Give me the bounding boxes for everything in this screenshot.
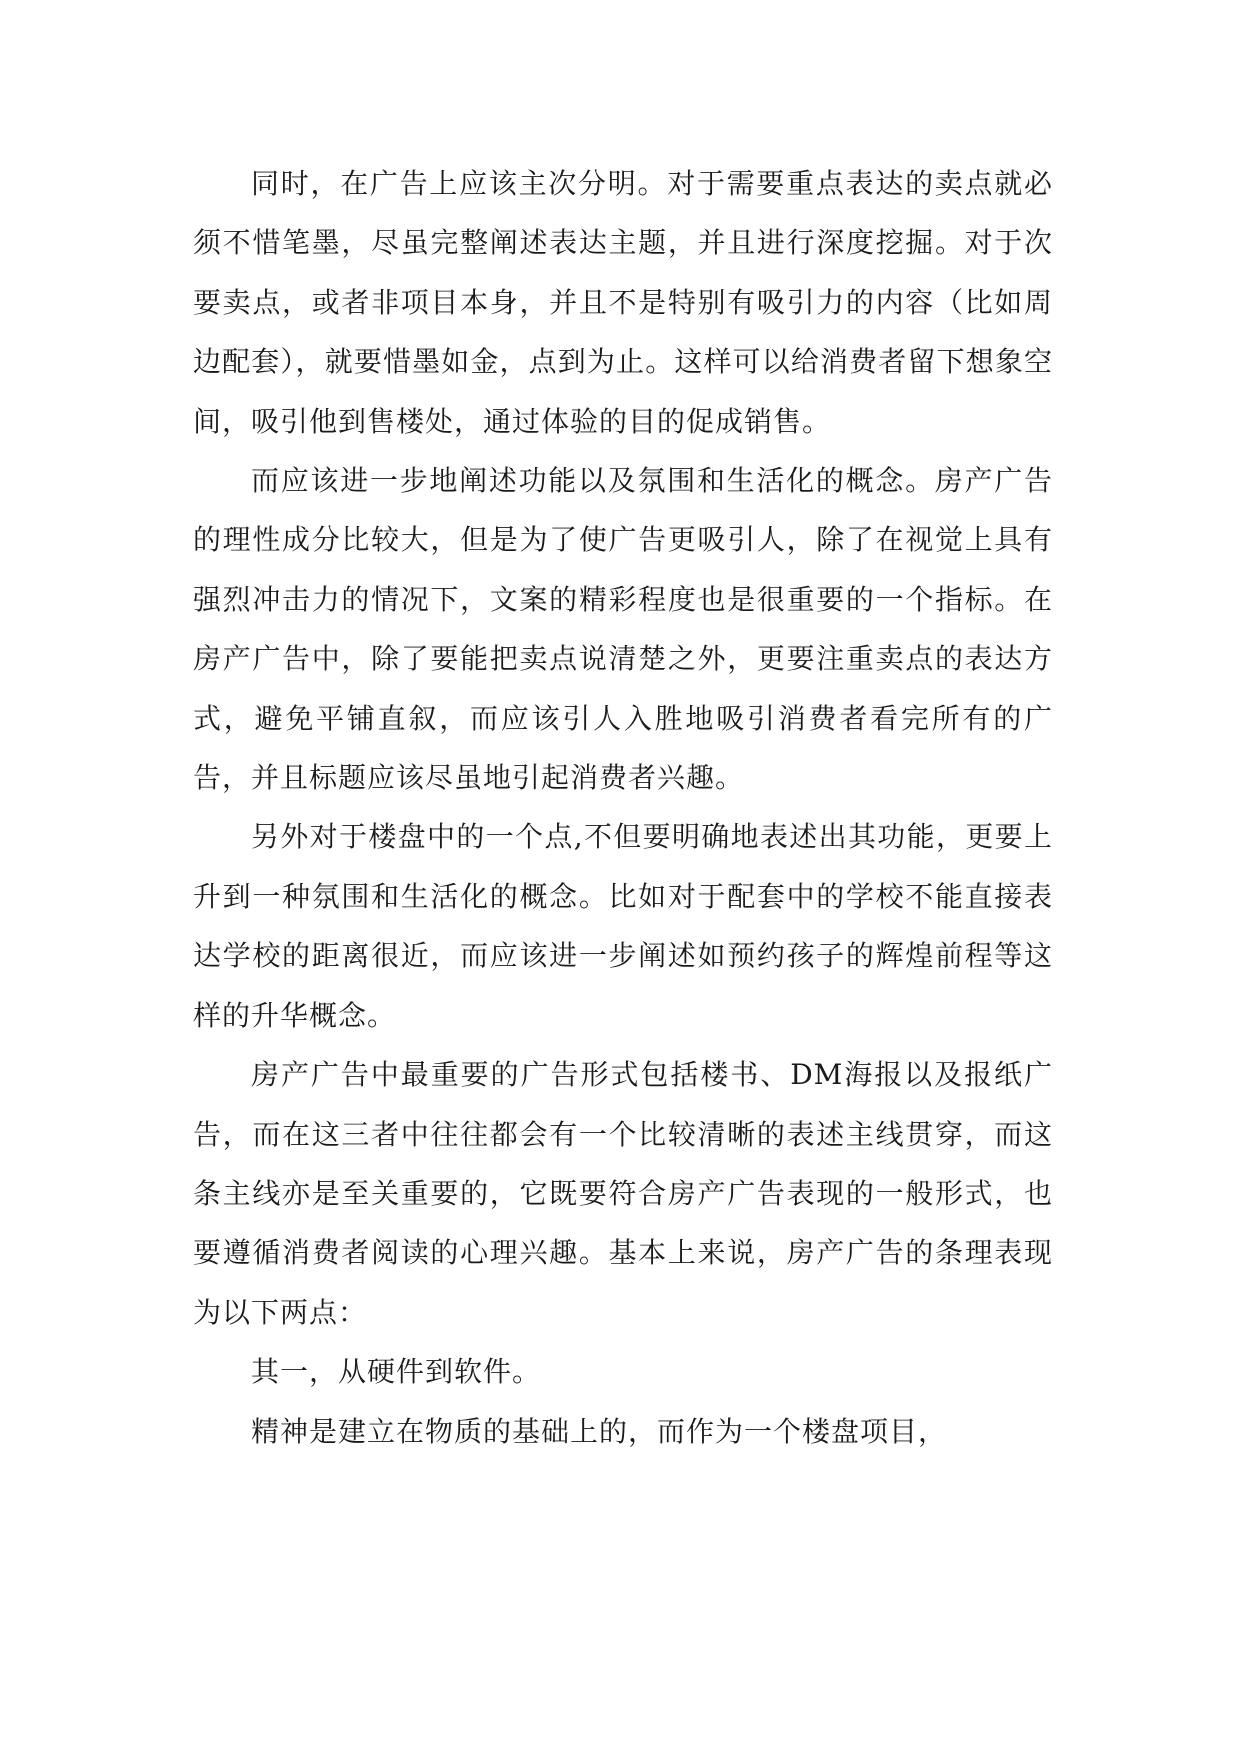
document-body [193,154,1053,1461]
paragraph-5: 其一，从硬件到软件。 [251,1355,542,1389]
paragraph-1: 同时，在广告上应该主次分明。对于需要重点表达的卖点就必须不惜笔墨，尽虽完整阐述表达主题，并且进行深度挖掘。对于次要卖点，或者非项目本身，并且不是特别有吸引力的内容（比如周边配套），就要惜墨如金，点到为止。这样可以给消费者留下想象空间，吸引他到售楼处，通过体验的目的促成销售。 [193,167,1053,438]
paragraph-3: 另外对于楼盘中的一个点,不但要明确地表述出其功能，更要上升到一种氛围和生活化的概念。比如对于配套中的学校不能直接表达学校的距离很近，而应该进一步阐述如预约孩子的辉煌前程等这样的升华概念。 [193,820,1053,1032]
paragraph-4: 房产广告中最重要的广告形式包括楼书、DM海报以及报纸广告，而在这三者中往往都会有一个比较清晰的表述主线贯穿，而这条主线亦是至关重要的，它既要符合房产广告表现的一般形式，也要遵循消费者阅读的心理兴趣。基本上来说，房产广告的条理表现为以下两点： [193,1058,1053,1329]
paragraph-2: 而应该进一步地阐述功能以及氛围和生活化的概念。房产广告的理性成分比较大，但是为了使广告更吸引人，除了在视觉上具有强烈冲击力的情况下，文案的精彩程度也是很重要的一个指标。在房产广告中，除了要能把卖点说清楚之外，更要注重卖点的表达方式，避免平铺直叙，而应该引人入胜地吸引消费者看完所有的广告，并且标题应该尽虽地引起消费者兴趣。 [193,464,1053,795]
paragraph-6: 精神是建立在物质的基础上的，而作为一个楼盘项目， [251,1414,948,1448]
